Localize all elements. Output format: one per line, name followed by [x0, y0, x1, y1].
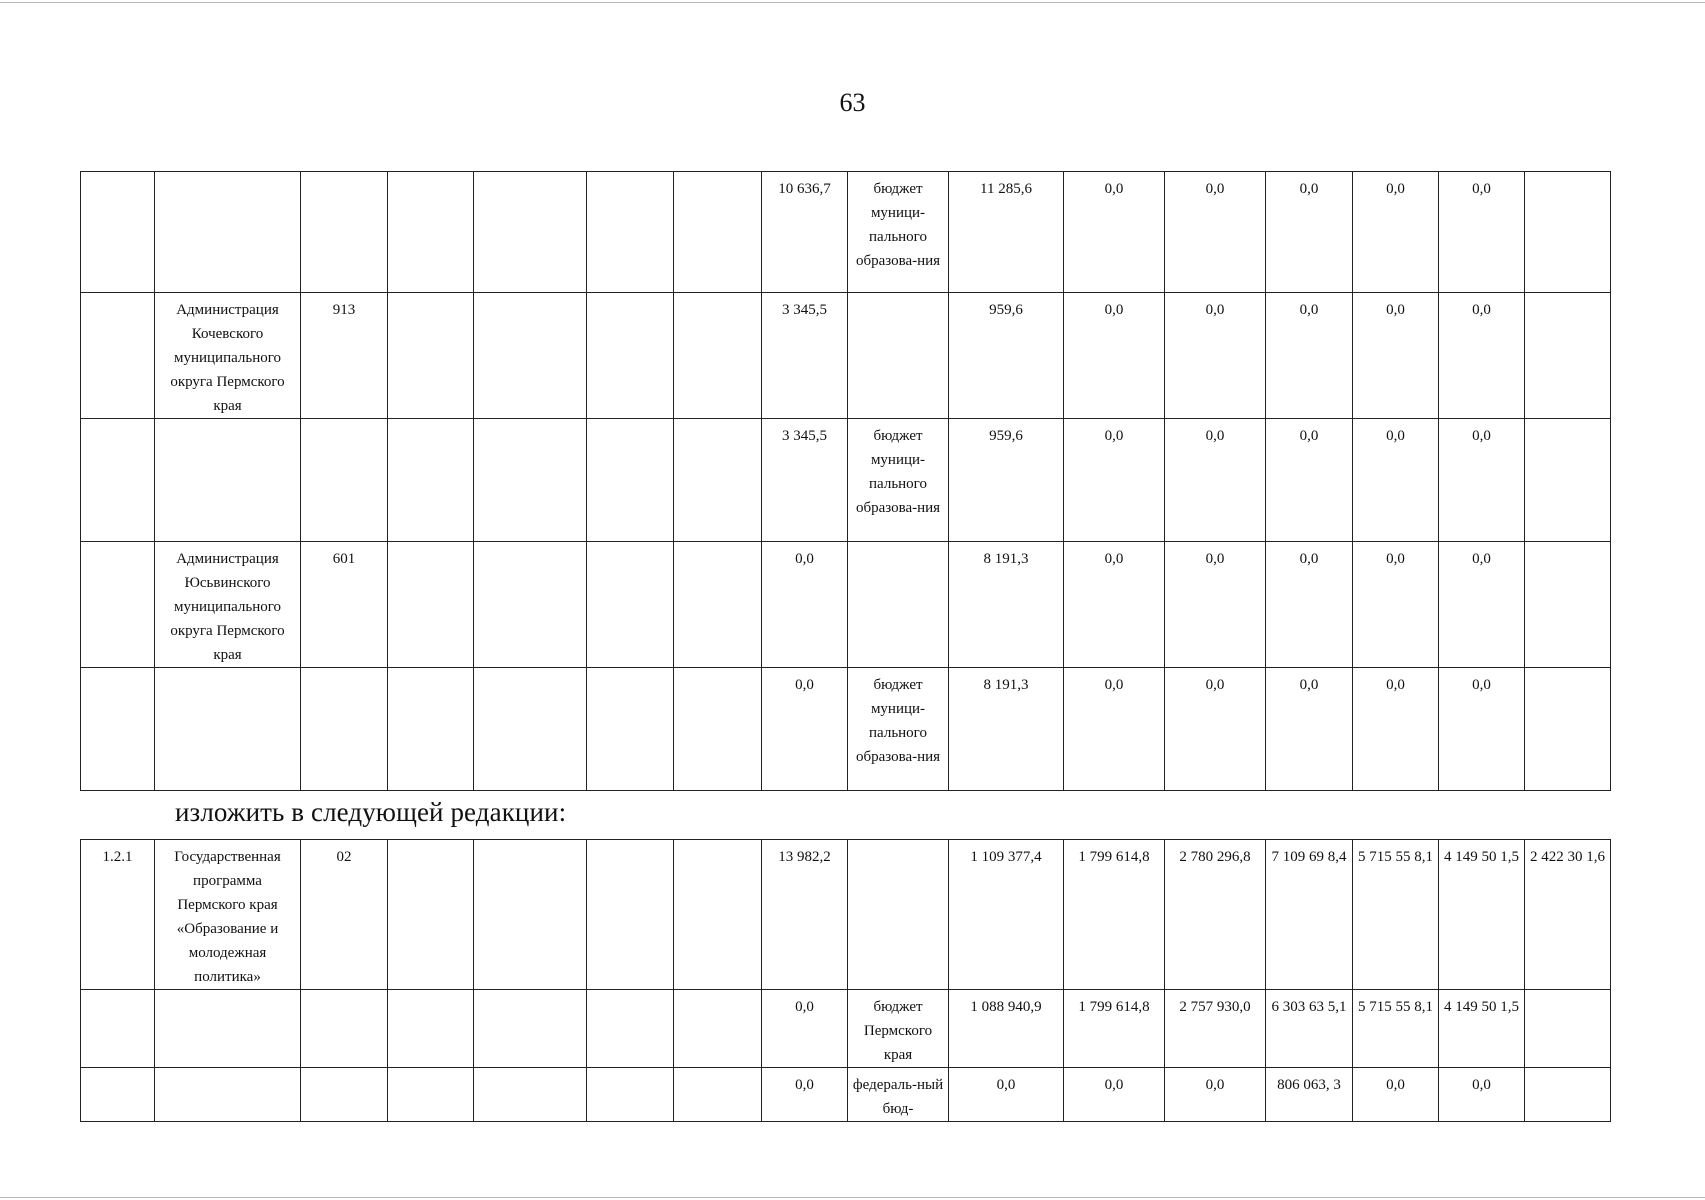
table-cell: 601 [301, 542, 388, 668]
table-cell [81, 668, 155, 791]
table-cell [674, 542, 762, 668]
table-cell: Администрация Юсьвинского муниципального округа Пермского края [155, 542, 301, 668]
table-cell [1525, 668, 1611, 791]
table-cell: 0,0 [762, 1068, 848, 1122]
table-cell [155, 419, 301, 542]
table-cell: 8 191,3 [949, 542, 1064, 668]
table-cell: 0,0 [1064, 293, 1165, 419]
table-cell: 0,0 [949, 1068, 1064, 1122]
table-cell: 5 715 55 8,1 [1353, 840, 1439, 990]
table-row [81, 668, 1611, 791]
table-cell [388, 419, 474, 542]
table-cell: бюджет муници-пального образова-ния [848, 419, 949, 542]
table-cell [1525, 542, 1611, 668]
table-cell [155, 1068, 301, 1122]
table-cell [587, 293, 674, 419]
table-row [81, 1068, 1611, 1122]
table-cell [474, 1068, 587, 1122]
table-cell: 0,0 [1439, 293, 1525, 419]
table-cell: 1 088 940,9 [949, 990, 1064, 1068]
table-cell: 0,0 [1353, 542, 1439, 668]
table-cell: 1.2.1 [81, 840, 155, 990]
table-cell: 11 285,6 [949, 172, 1064, 293]
table-cell [301, 172, 388, 293]
table-cell: 0,0 [1064, 419, 1165, 542]
table-cell [674, 172, 762, 293]
table-cell [155, 990, 301, 1068]
table-cell [674, 1068, 762, 1122]
table-cell [388, 293, 474, 419]
table-cell [474, 293, 587, 419]
table-cell: 8 191,3 [949, 668, 1064, 791]
table-cell [474, 172, 587, 293]
top-table [80, 171, 1611, 791]
table-cell [301, 419, 388, 542]
table-cell: 0,0 [1165, 172, 1266, 293]
table-cell [388, 172, 474, 293]
table-cell: 4 149 50 1,5 [1439, 990, 1525, 1068]
table-cell [674, 990, 762, 1068]
table-cell: 0,0 [1165, 1068, 1266, 1122]
table-cell [388, 1068, 474, 1122]
table-cell: 10 636,7 [762, 172, 848, 293]
table-cell: 0,0 [1064, 172, 1165, 293]
table-cell: 0,0 [1165, 293, 1266, 419]
table-cell: 2 422 30 1,6 [1525, 840, 1611, 990]
table-cell [1525, 172, 1611, 293]
table-cell [474, 668, 587, 791]
table-cell: 806 063, 3 [1266, 1068, 1353, 1122]
table-cell: 3 345,5 [762, 293, 848, 419]
table-cell: 0,0 [1266, 542, 1353, 668]
table-cell [848, 542, 949, 668]
table-cell [674, 840, 762, 990]
table-cell [81, 172, 155, 293]
table-cell: бюджет муници-пального образова-ния [848, 172, 949, 293]
table-cell [388, 668, 474, 791]
table-cell [587, 172, 674, 293]
table-cell [81, 293, 155, 419]
table-cell [301, 1068, 388, 1122]
table-cell: 1 109 377,4 [949, 840, 1064, 990]
table-cell: 0,0 [1353, 1068, 1439, 1122]
bottom-table [80, 839, 1611, 1122]
table-cell: 1 799 614,8 [1064, 990, 1165, 1068]
table-cell [587, 990, 674, 1068]
table-cell: 6 303 63 5,1 [1266, 990, 1353, 1068]
table-cell: 0,0 [1064, 668, 1165, 791]
top-table-body [81, 172, 1611, 791]
table-cell [474, 542, 587, 668]
table-cell [388, 990, 474, 1068]
table-row [81, 419, 1611, 542]
table-cell [674, 293, 762, 419]
table-cell: 0,0 [1266, 668, 1353, 791]
table-cell: 2 757 930,0 [1165, 990, 1266, 1068]
scan-edge-bottom [0, 1197, 1705, 1198]
table-cell: 0,0 [1165, 668, 1266, 791]
table-cell: 0,0 [1353, 293, 1439, 419]
table-cell: 0,0 [1165, 542, 1266, 668]
table-cell: 0,0 [1439, 1068, 1525, 1122]
table-cell [81, 419, 155, 542]
table-cell: федераль-ный бюд- [848, 1068, 949, 1122]
table-cell: 0,0 [1439, 172, 1525, 293]
table-row [81, 542, 1611, 668]
table-cell [1525, 293, 1611, 419]
table-cell: 0,0 [1266, 419, 1353, 542]
table-cell [1525, 990, 1611, 1068]
table-cell [474, 840, 587, 990]
table-cell [474, 990, 587, 1068]
table-cell: 02 [301, 840, 388, 990]
table-row [81, 172, 1611, 293]
table-cell: 0,0 [762, 542, 848, 668]
table-cell: 5 715 55 8,1 [1353, 990, 1439, 1068]
table-row [81, 293, 1611, 419]
table-cell: 0,0 [762, 990, 848, 1068]
table-cell: 0,0 [762, 668, 848, 791]
table-cell: 959,6 [949, 293, 1064, 419]
table-cell: 4 149 50 1,5 [1439, 840, 1525, 990]
table-cell [155, 172, 301, 293]
table-cell: бюджет муници-пального образова-ния [848, 668, 949, 791]
page-number: 63 [839, 88, 866, 117]
table-cell: 0,0 [1165, 419, 1266, 542]
table-cell: 0,0 [1064, 542, 1165, 668]
table-cell [474, 419, 587, 542]
table-cell: 913 [301, 293, 388, 419]
table-cell: 2 780 296,8 [1165, 840, 1266, 990]
table-cell [81, 542, 155, 668]
table-cell: 0,0 [1266, 293, 1353, 419]
table-row [81, 990, 1611, 1068]
table-row [81, 840, 1611, 990]
table-cell [1525, 1068, 1611, 1122]
table-cell [587, 1068, 674, 1122]
table-cell: Государственная программа Пермского края «Образование и молодежная политика» [155, 840, 301, 990]
table-cell: 0,0 [1064, 1068, 1165, 1122]
table-cell: 0,0 [1266, 172, 1353, 293]
table-cell [155, 668, 301, 791]
bottom-table-body [81, 840, 1611, 1122]
table-cell: 959,6 [949, 419, 1064, 542]
table-cell: 3 345,5 [762, 419, 848, 542]
table-cell [848, 840, 949, 990]
table-cell: 0,0 [1353, 668, 1439, 791]
table-cell: 13 982,2 [762, 840, 848, 990]
scan-edge-top [0, 2, 1705, 3]
table-cell [388, 840, 474, 990]
table-cell [301, 990, 388, 1068]
table-cell: 0,0 [1439, 668, 1525, 791]
table-cell: 7 109 69 8,4 [1266, 840, 1353, 990]
table-cell: 0,0 [1439, 419, 1525, 542]
table-cell [388, 542, 474, 668]
table-cell [81, 990, 155, 1068]
table-cell [301, 668, 388, 791]
table-cell [674, 419, 762, 542]
table-cell [81, 1068, 155, 1122]
table-cell: 0,0 [1353, 419, 1439, 542]
table-cell [587, 840, 674, 990]
table-cell: 0,0 [1439, 542, 1525, 668]
table-cell [587, 542, 674, 668]
table-cell [587, 668, 674, 791]
table-cell: Администрация Кочевского муниципального округа Пермского края [155, 293, 301, 419]
table-cell: бюджет Пермского края [848, 990, 949, 1068]
table-cell: 1 799 614,8 [1064, 840, 1165, 990]
table-cell [587, 419, 674, 542]
table-cell [848, 293, 949, 419]
table-cell [1525, 419, 1611, 542]
table-cell [674, 668, 762, 791]
table-cell: 0,0 [1353, 172, 1439, 293]
amendment-instruction: изложить в следующей редакции: [175, 797, 567, 827]
